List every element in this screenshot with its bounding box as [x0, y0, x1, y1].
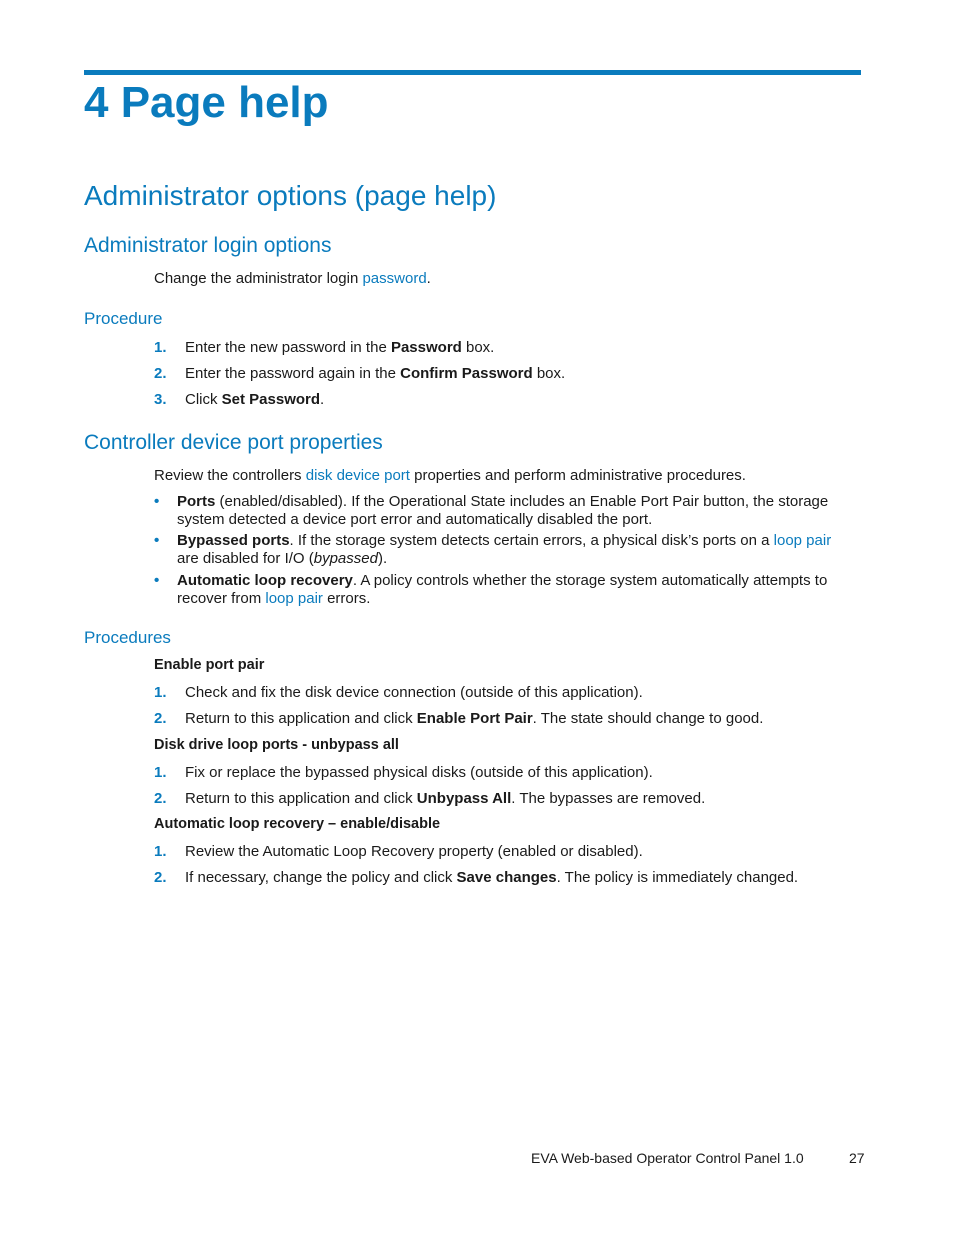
step-number: 2. [154, 790, 167, 807]
controller-ports-heading: Controller device port properties [84, 431, 383, 454]
loop-pair-link[interactable]: loop pair [773, 532, 832, 549]
step-text: Enter the password again in the Confirm Password box. [185, 365, 566, 382]
login-intro [154, 270, 431, 288]
step-text: If necessary, change the policy and click Save changes. The policy is immediately changed. [185, 869, 799, 886]
procedures-heading: Procedures [84, 628, 171, 647]
step-text: Return to this application and click Unbypass All. The bypasses are removed. [185, 790, 706, 807]
password-link[interactable]: password [362, 270, 427, 287]
bullet-icon: • [154, 493, 160, 510]
step-text: Check and fix the disk device connection (outside of this application). [185, 684, 643, 701]
step-text: Return to this application and click Enable Port Pair. The state should change to good. [185, 710, 764, 727]
controller-intro [154, 467, 746, 485]
step-text: Click Set Password. [185, 391, 325, 408]
bullet-text: Automatic loop recovery. A policy controls whether the storage system automatically attempts to recover from loop pair errors. [177, 572, 828, 607]
bullet-icon: • [154, 532, 160, 549]
step-number: 2. [154, 710, 167, 727]
step-number: 2. [154, 869, 167, 886]
login-intro-suffix: . [426, 270, 431, 287]
chapter-rule [84, 70, 861, 75]
step-number: 2. [154, 365, 167, 382]
step-text: Enter the new password in the Password box. [185, 339, 495, 356]
disk-device-port-link[interactable]: disk device port [305, 467, 410, 484]
step-number: 1. [154, 339, 167, 356]
loop-pair-link[interactable]: loop pair [265, 589, 323, 607]
auto-recovery-title: Automatic loop recovery – enable/disable [154, 816, 441, 832]
step-number: 3. [154, 391, 167, 408]
chapter-title: 4 Page help [84, 78, 329, 127]
login-intro-text: Change the administrator login [154, 270, 363, 287]
page-number: 27 [849, 1150, 865, 1166]
enable-port-pair-title: Enable port pair [154, 657, 265, 673]
login-options-heading: Administrator login options [84, 234, 332, 257]
unbypass-title: Disk drive loop ports - unbypass all [154, 737, 399, 753]
section-title: Administrator options (page help) [84, 180, 497, 211]
step-number: 1. [154, 764, 167, 781]
controller-intro-text: Review the controllers [154, 467, 306, 484]
bullet-text: Bypassed ports. If the storage system detects certain errors, a physical disk’s ports on a loop pair are disabled for I/O (bypassed). [177, 532, 832, 567]
bullet-text: Ports (enabled/disabled). If the Operational State includes an Enable Port Pair button, the storage system detected a device port error and automatically disabled the port. [177, 493, 829, 528]
bullet-icon: • [154, 572, 160, 589]
step-text: Review the Automatic Loop Recovery property (enabled or disabled). [185, 843, 643, 860]
step-text: Fix or replace the bypassed physical disks (outside of this application). [185, 764, 653, 781]
footer-title: EVA Web-based Operator Control Panel 1.0 [531, 1150, 804, 1166]
controller-intro-suffix: properties and perform administrative procedures. [409, 467, 746, 484]
procedure-heading: Procedure [84, 309, 163, 328]
step-number: 1. [154, 843, 167, 860]
step-number: 1. [154, 684, 167, 701]
